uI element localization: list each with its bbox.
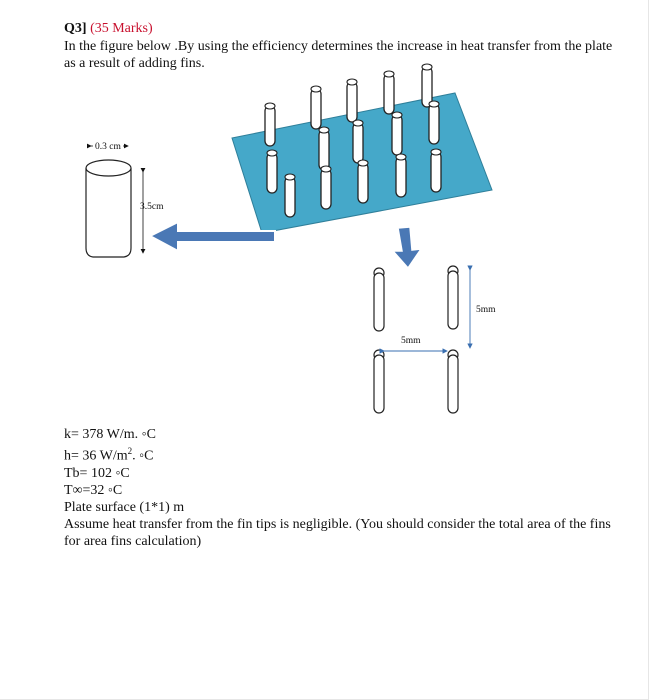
question-intro: In the figure below .By using the efficiency determines the increase in heat transfer from the plate as a result of adding fins. <box>64 39 613 71</box>
single-fin-detail <box>86 160 131 257</box>
plate-surface: Plate surface (1*1) m <box>64 499 185 515</box>
fin-diameter-label: 0.3 cm <box>95 142 121 152</box>
zoom-arrow-down <box>393 227 421 268</box>
question-number: Q3] <box>64 21 87 36</box>
k-value: k= 378 W/m. ◦C <box>64 427 156 442</box>
question-marks: (35 Marks) <box>86 21 153 36</box>
tinf-value: T∞=32 ◦C <box>64 482 123 498</box>
zoom-arrow-left <box>150 222 275 251</box>
assumption-text: Assume heat transfer from the fin tips is negligible. (You should consider the total area of the fins for area fins calculation) <box>64 516 611 549</box>
fin-length-label: 3.5cm <box>140 202 164 212</box>
given-data <box>64 426 624 550</box>
horizontal-spacing-label: 5mm <box>401 336 421 346</box>
tb-value: Tb= 102 ◦C <box>64 465 130 481</box>
h-value: h= 36 $W/m^2$. ◦C <box>64 446 154 464</box>
vertical-spacing-label: 5mm <box>476 305 496 315</box>
